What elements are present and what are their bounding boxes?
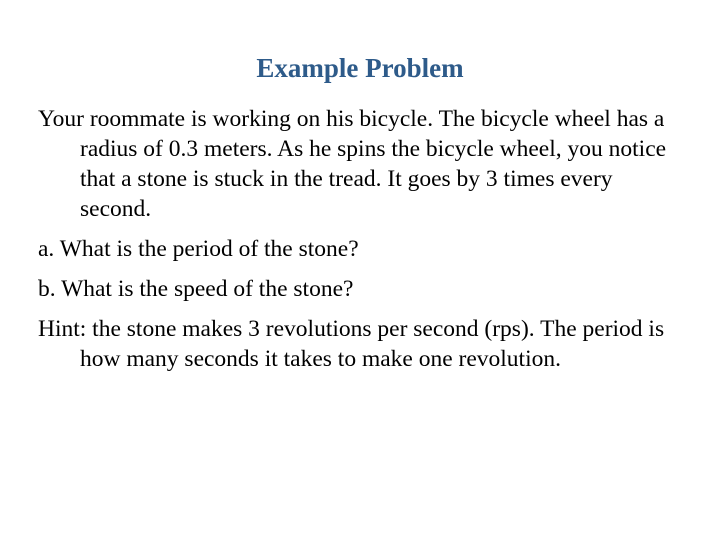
problem-statement: Your roommate is working on his bicycle. The bicycle wheel has a radius of 0.3 meters. As he spins the bicycle wheel, you notice that a stone is stuck in the tread. It goes by 3 times every second.	[38, 106, 667, 222]
hint: Hint: the stone makes 3 revolutions per second (rps). The period is how many seconds it takes to make one revolution.	[38, 316, 665, 372]
slide-body	[38, 104, 678, 384]
question-b: b. What is the speed of the stone?	[38, 276, 354, 302]
slide-title: Example Problem	[256, 53, 464, 83]
question-a: a. What is the period of the stone?	[38, 236, 359, 262]
